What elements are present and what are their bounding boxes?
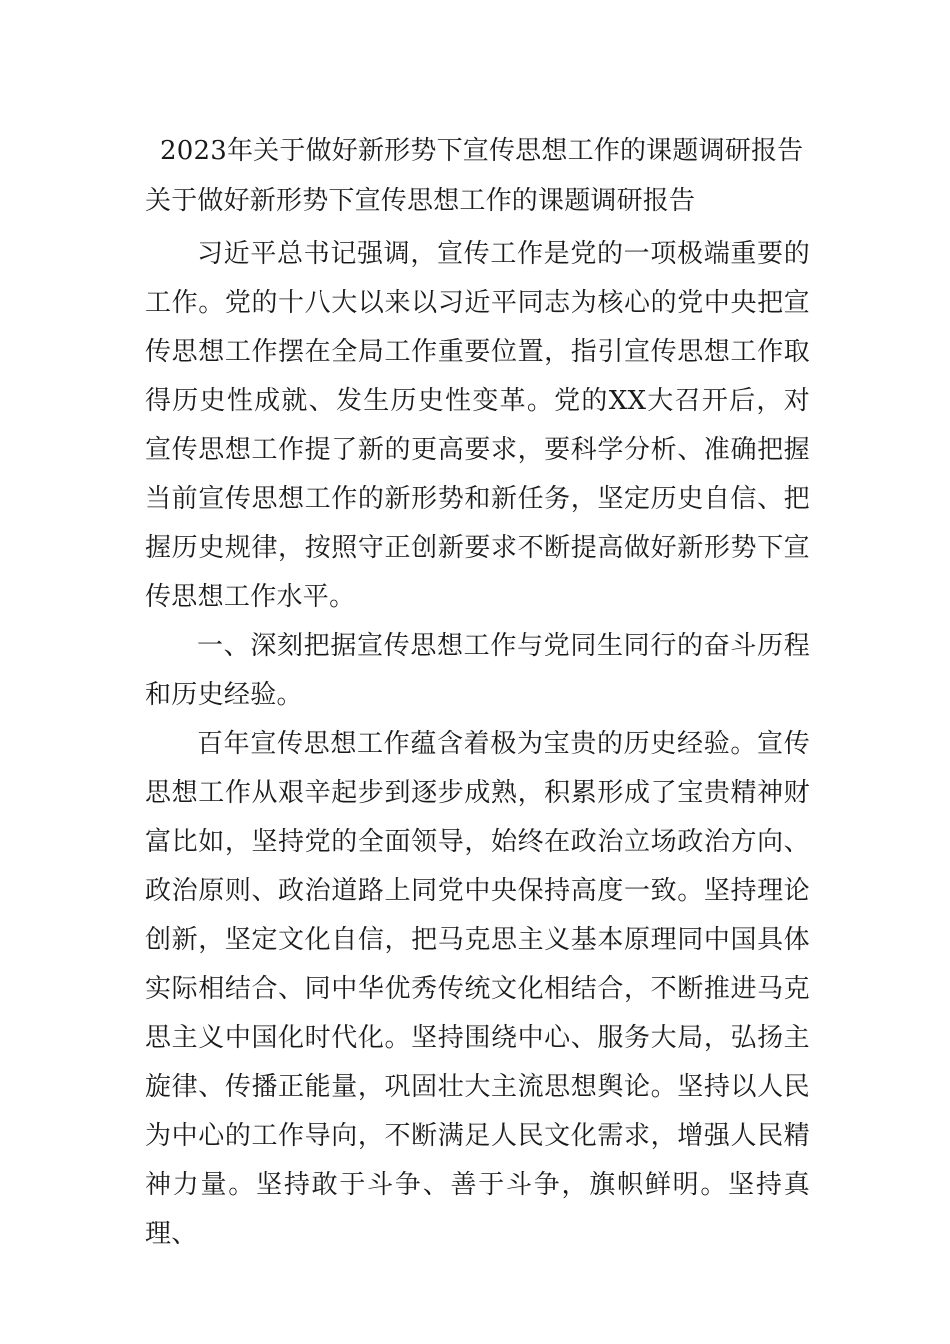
paragraph-intro: 习近平总书记强调，宣传工作是党的一项极端重要的工作。党的十八大以来以习近平同志为核心的党中央把宣传思想工作摆在全局工作重要位置，指引宣传思想工作取得历史性成就、发生历史性变革。党的XX大召开后，对宣传思想工作提了新的更高要求，要科学分析、准确把握当前宣传思想工作的新形势和新任务，坚定历史自信、把握历史规律，按照守正创新要求不断提高做好新形势下宣传思想工作水平。	[145, 239, 810, 612]
document-body	[145, 230, 810, 1259]
document-title: 2023年关于做好新形势下宣传思想工作的课题调研报告	[160, 136, 804, 166]
paragraph-history: 百年宣传思想工作蕴含着极为宝贵的历史经验。宣传思想工作从艰辛起步到逐步成熟，积累形成了宝贵精神财富比如，坚持党的全面领导，始终在政治立场政治方向、政治原则、政治道路上同党中央保持高度一致。坚持理论创新，坚定文化自信，把马克思主义基本原理同中国具体实际相结合、同中华优秀传统文化相结合，不断推进马克思主义中国化时代化。坚持围绕中心、服务大局，弘扬主旋律、传播正能量，巩固壮大主流思想舆论。坚持以人民为中心的工作导向，不断满足人民文化需求，增强人民精神力量。坚持敢于斗争、善于斗争，旗帜鲜明。坚持真理、	[145, 729, 810, 1249]
section-heading-1: 一、深刻把据宣传思想工作与党同生同行的奋斗历程和历史经验。	[145, 631, 810, 710]
document-subtitle: 关于做好新形势下宣传思想工作的课题调研报告	[145, 186, 696, 216]
